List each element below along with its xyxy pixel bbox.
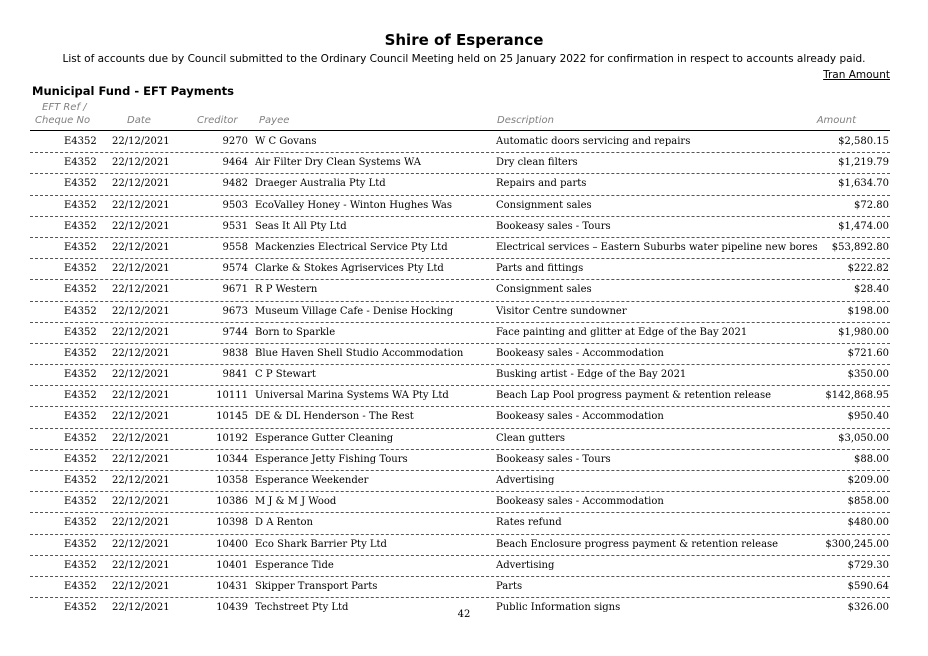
cell-payee: C P Stewart	[255, 369, 316, 381]
cell-date: 22/12/2021	[112, 136, 170, 147]
table-row	[30, 577, 890, 598]
table-row	[30, 302, 890, 323]
col-header-description: Description	[497, 115, 554, 126]
cell-eft-ref: E4352	[64, 602, 97, 614]
cell-amount: $198.00	[847, 305, 889, 317]
cell-payee: Esperance Tide	[255, 559, 334, 571]
cell-date: 22/12/2021	[112, 347, 170, 359]
cell-eft-ref: E4352	[64, 390, 97, 402]
col-header-ref-line1: EFT Ref /	[42, 102, 87, 113]
cell-description: Rates refund	[496, 517, 562, 529]
cell-amount: $1,219.79	[838, 157, 889, 169]
cell-eft-ref: E4352	[64, 199, 97, 211]
table-row	[30, 386, 890, 407]
cell-payee: DE & DL Henderson - The Rest	[255, 411, 414, 423]
cell-eft-ref: E4352	[64, 157, 97, 169]
cell-payee: Esperance Weekender	[255, 475, 369, 486]
cell-payee: Skipper Transport Parts	[255, 580, 378, 592]
cell-eft-ref: E4352	[64, 178, 97, 190]
cell-payee: W C Govans	[255, 136, 317, 147]
cell-description: Visitor Centre sundowner	[496, 305, 627, 317]
cell-amount: $326.00	[847, 602, 889, 614]
cell-creditor: 9744	[222, 326, 248, 338]
cell-eft-ref: E4352	[64, 326, 97, 338]
cell-creditor: 9531	[222, 220, 248, 232]
cell-description: Advertising	[496, 475, 555, 486]
table-row	[30, 344, 890, 365]
cell-creditor: 10111	[216, 390, 248, 402]
cell-amount: $142,868.95	[825, 390, 889, 402]
cell-eft-ref: E4352	[64, 369, 97, 381]
cell-payee: EcoValley Honey - Winton Hughes Was	[255, 199, 452, 211]
cell-description: Dry clean filters	[496, 157, 578, 169]
cell-creditor: 9574	[222, 263, 248, 275]
cell-eft-ref: E4352	[64, 496, 97, 508]
header-rule	[30, 130, 890, 131]
cell-eft-ref: E4352	[64, 432, 97, 444]
col-header-creditor: Creditor	[197, 115, 238, 126]
cell-date: 22/12/2021	[112, 559, 170, 571]
table-row	[30, 365, 890, 386]
cell-eft-ref: E4352	[64, 263, 97, 275]
table-row	[30, 471, 890, 492]
tran-amount-label: Tran Amount	[823, 69, 890, 81]
cell-payee: Blue Haven Shell Studio Accommodation	[255, 347, 464, 359]
cell-description: Public Information signs	[496, 602, 621, 614]
cell-amount: $28.40	[854, 284, 889, 296]
cell-creditor: 10192	[216, 432, 248, 444]
cell-description: Advertising	[496, 559, 555, 571]
cell-creditor: 9558	[222, 241, 248, 253]
cell-creditor: 9841	[222, 369, 248, 381]
cell-date: 22/12/2021	[112, 602, 170, 614]
table-row	[30, 153, 890, 174]
cell-date: 22/12/2021	[112, 432, 170, 444]
cell-description: Bookeasy sales - Tours	[496, 453, 611, 465]
cell-date: 22/12/2021	[112, 157, 170, 169]
cell-payee: Born to Sparkle	[255, 326, 336, 338]
table-row	[30, 217, 890, 238]
cell-amount: $1,634.70	[838, 178, 889, 190]
cell-payee: Draeger Australia Pty Ltd	[255, 178, 386, 190]
table-row	[30, 535, 890, 556]
col-header-amount: Amount	[816, 115, 856, 126]
cell-amount: $350.00	[847, 369, 889, 381]
cell-description: Bookeasy sales - Accommodation	[496, 496, 664, 508]
cell-description: Automatic doors servicing and repairs	[496, 136, 691, 147]
page-number: 42	[457, 609, 471, 620]
cell-payee: Esperance Gutter Cleaning	[255, 432, 394, 444]
cell-amount: $1,980.00	[838, 326, 889, 338]
cell-description: Beach Lap Pool progress payment & retention release	[496, 390, 772, 402]
cell-date: 22/12/2021	[112, 241, 170, 253]
cell-payee: Museum Village Cafe - Denise Hocking	[255, 305, 454, 317]
cell-amount: $729.30	[847, 559, 889, 571]
cell-payee: Air Filter Dry Clean Systems WA	[255, 157, 421, 169]
cell-description: Bookeasy sales - Accommodation	[496, 347, 664, 359]
table-row	[30, 238, 890, 259]
cell-amount: $721.60	[847, 347, 889, 359]
cell-amount: $72.80	[854, 199, 889, 211]
cell-date: 22/12/2021	[112, 199, 170, 211]
cell-creditor: 10400	[216, 538, 248, 550]
cell-creditor: 9671	[222, 284, 248, 296]
cell-eft-ref: E4352	[64, 284, 97, 296]
cell-description: Parts and fittings	[496, 263, 584, 275]
col-header-payee: Payee	[259, 115, 290, 126]
cell-amount: $209.00	[847, 475, 889, 486]
cell-payee: Techstreet Pty Ltd	[255, 602, 349, 614]
table-row	[30, 556, 890, 577]
cell-description: Bookeasy sales - Tours	[496, 220, 611, 232]
cell-creditor: 10439	[216, 602, 248, 614]
table-row	[30, 196, 890, 217]
cell-date: 22/12/2021	[112, 580, 170, 592]
cell-description: Clean gutters	[496, 432, 566, 444]
cell-creditor: 10398	[216, 517, 248, 529]
cell-eft-ref: E4352	[64, 580, 97, 592]
cell-description: Consignment sales	[496, 199, 592, 211]
cell-description: Bookeasy sales - Accommodation	[496, 411, 664, 423]
cell-eft-ref: E4352	[64, 305, 97, 317]
cell-payee: M J & M J Wood	[255, 496, 337, 508]
cell-amount: $88.00	[854, 453, 889, 465]
cell-date: 22/12/2021	[112, 453, 170, 465]
table-row	[30, 407, 890, 428]
cell-date: 22/12/2021	[112, 390, 170, 402]
cell-creditor: 10358	[216, 475, 248, 486]
cell-amount: $53,892.80	[831, 241, 889, 253]
cell-amount: $3,050.00	[838, 432, 889, 444]
cell-eft-ref: E4352	[64, 517, 97, 529]
table-row	[30, 132, 890, 153]
cell-eft-ref: E4352	[64, 559, 97, 571]
cell-description: Consignment sales	[496, 284, 592, 296]
cell-creditor: 9464	[222, 157, 248, 169]
cell-date: 22/12/2021	[112, 326, 170, 338]
cell-creditor: 9673	[222, 305, 248, 317]
cell-eft-ref: E4352	[64, 347, 97, 359]
cell-date: 22/12/2021	[112, 263, 170, 275]
cell-payee: Eco Shark Barrier Pty Ltd	[255, 538, 387, 550]
cell-eft-ref: E4352	[64, 475, 97, 486]
cell-amount: $590.64	[847, 580, 889, 592]
cell-date: 22/12/2021	[112, 178, 170, 190]
cell-date: 22/12/2021	[112, 411, 170, 423]
cell-date: 22/12/2021	[112, 517, 170, 529]
cell-creditor: 9482	[222, 178, 248, 190]
cell-creditor: 10386	[216, 496, 248, 508]
cell-amount: $300,245.00	[825, 538, 889, 550]
cell-creditor: 10431	[216, 580, 248, 592]
cell-description: Parts	[496, 580, 523, 592]
cell-date: 22/12/2021	[112, 220, 170, 232]
fund-heading: Municipal Fund - EFT Payments	[32, 84, 235, 98]
col-header-ref-line2: Cheque No	[35, 115, 91, 126]
table-row	[30, 259, 890, 280]
cell-date: 22/12/2021	[112, 475, 170, 486]
cell-description: Beach Enclosure progress payment & retention release	[496, 538, 779, 550]
cell-amount: $222.82	[847, 263, 889, 275]
cell-amount: $480.00	[847, 517, 889, 529]
cell-payee: Mackenzies Electrical Service Pty Ltd	[255, 241, 448, 253]
cell-amount: $1,474.00	[838, 220, 889, 232]
cell-payee: R P Western	[255, 284, 318, 296]
cell-payee: Universal Marina Systems WA Pty Ltd	[255, 390, 449, 402]
cell-description: Busking artist - Edge of the Bay 2021	[496, 369, 687, 381]
cell-creditor: 10344	[216, 453, 248, 465]
table-row	[30, 174, 890, 195]
table-row	[30, 429, 890, 450]
cell-date: 22/12/2021	[112, 369, 170, 381]
payments-table	[30, 132, 890, 618]
cell-creditor: 9838	[222, 347, 248, 359]
cell-description: Electrical services – Eastern Suburbs water pipeline new bores	[496, 241, 818, 253]
cell-eft-ref: E4352	[64, 220, 97, 232]
cell-creditor: 9503	[222, 199, 248, 211]
table-row	[30, 280, 890, 301]
cell-creditor: 10145	[216, 411, 248, 423]
cell-date: 22/12/2021	[112, 284, 170, 296]
cell-eft-ref: E4352	[64, 538, 97, 550]
cell-eft-ref: E4352	[64, 241, 97, 253]
cell-date: 22/12/2021	[112, 305, 170, 317]
page-subtitle: List of accounts due by Council submitted to the Ordinary Council Meeting held on 25 January 2022 for confirmation in respect to accounts already paid.	[62, 53, 866, 65]
cell-amount: $858.00	[847, 496, 889, 508]
table-row	[30, 492, 890, 513]
table-row	[30, 450, 890, 471]
cell-description: Face painting and glitter at Edge of the Bay 2021	[496, 326, 748, 338]
cell-payee: D A Renton	[255, 517, 313, 529]
page-title: Shire of Esperance	[384, 31, 544, 49]
cell-date: 22/12/2021	[112, 496, 170, 508]
cell-payee: Clarke & Stokes Agriservices Pty Ltd	[255, 263, 444, 275]
cell-eft-ref: E4352	[64, 453, 97, 465]
table-row	[30, 513, 890, 534]
cell-eft-ref: E4352	[64, 136, 97, 147]
cell-amount: $950.40	[847, 411, 889, 423]
cell-description: Repairs and parts	[496, 178, 587, 190]
table-row	[30, 323, 890, 344]
cell-amount: $2,580.15	[838, 136, 889, 147]
cell-payee: Seas It All Pty Ltd	[255, 220, 347, 232]
cell-date: 22/12/2021	[112, 538, 170, 550]
cell-creditor: 10401	[216, 559, 248, 571]
cell-eft-ref: E4352	[64, 411, 97, 423]
cell-creditor: 9270	[222, 136, 248, 147]
cell-payee: Esperance Jetty Fishing Tours	[255, 453, 408, 465]
col-header-date: Date	[127, 115, 151, 126]
